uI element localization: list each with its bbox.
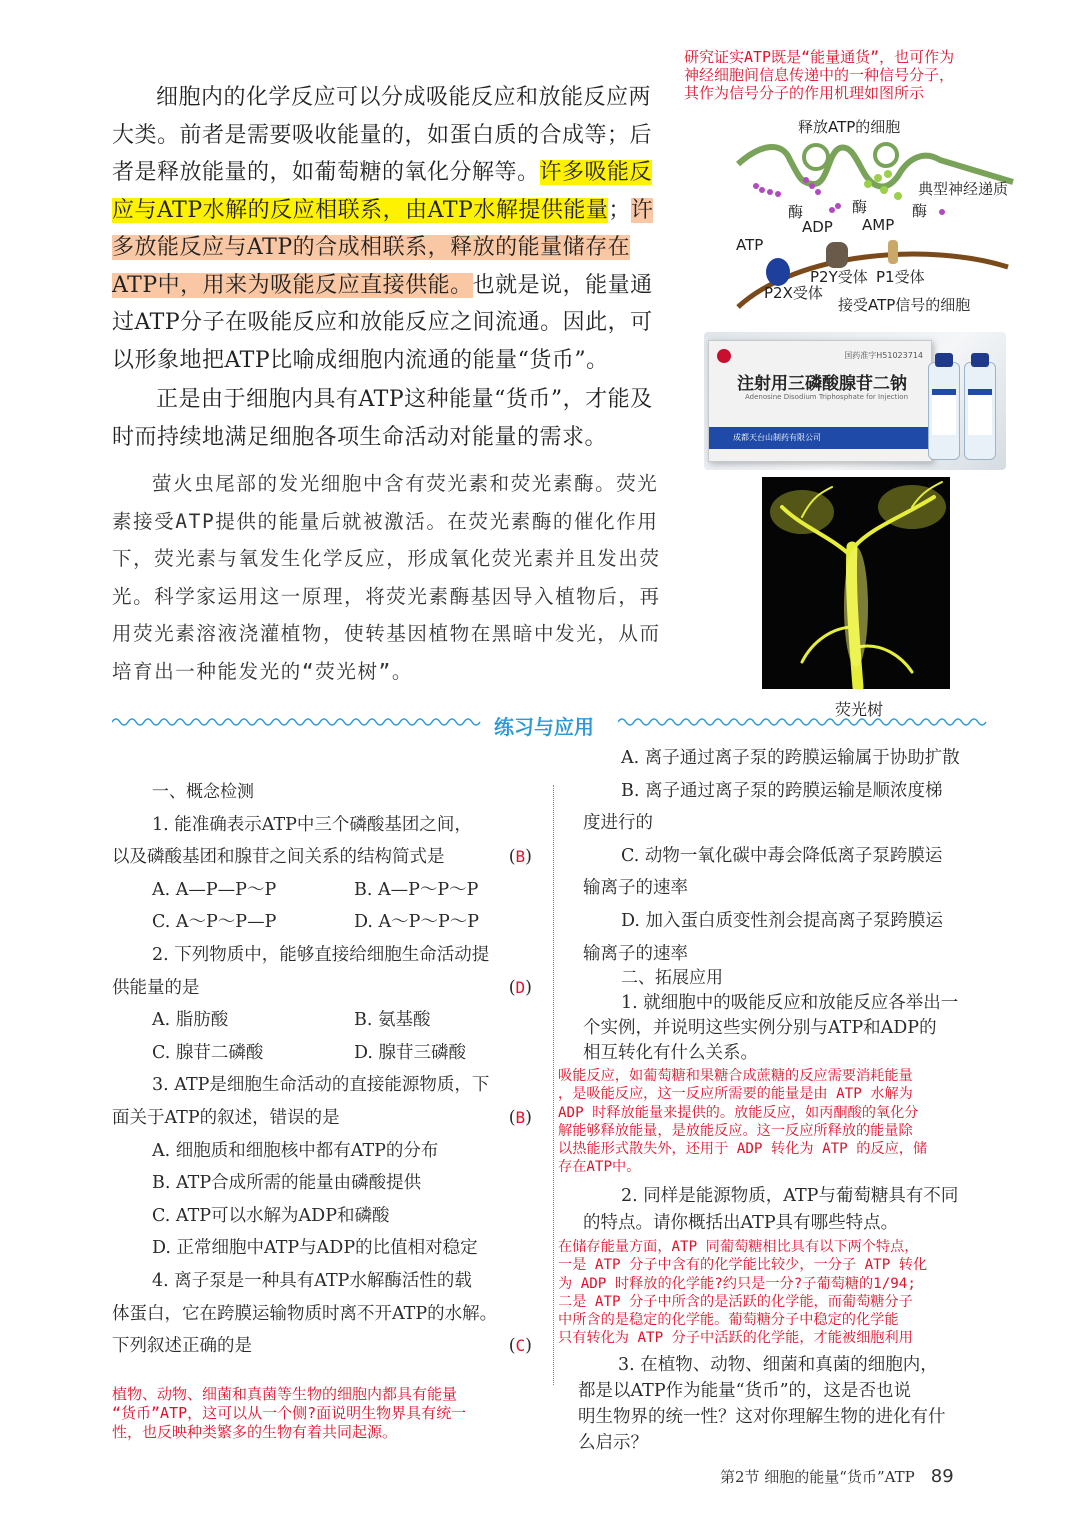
q4-line3 (112, 1330, 532, 1363)
fluorescent-tree-caption: 荧光树 (835, 700, 884, 719)
q4-option-d-cont: 输离子的速率 (583, 943, 688, 964)
note-line: 存在ATP中。 (558, 1159, 641, 1176)
note-line: 解能够释放能量，是放能反应。这一反应所释放的能量除 (558, 1122, 913, 1139)
q2-options-row (112, 1004, 532, 1037)
q3-stem: 面关于ATP的叙述，错误的是 (112, 1107, 340, 1128)
atp-label: ATP (736, 236, 764, 254)
firefly-paragraph: 萤火虫尾部的发光细胞中含有荧光素和荧光素酶。荧光素接受ATP提供的能量后就被激活。在荧光素酶的催化作用下，荧光素与氧发生化学反应，形成氧化荧光素并且发出荧光。科学家运用这一原理，将荧光素酶基因导入植物后，再用荧光素溶液浇灌植物，使转基因植物在黑暗中发光，从而培育出一种能发光的“荧光树”。 (112, 472, 661, 683)
answer-mark: C (515, 1336, 526, 1356)
q4-option-b-cont: 度进行的 (583, 813, 653, 834)
exercise-title: 练习与应用 (494, 715, 594, 739)
box-logo (717, 349, 731, 363)
p2x-receptor-shape (766, 258, 790, 286)
q4-option-c: C. 动物一氧化碳中毒会降低离子泵跨膜运 (621, 845, 943, 866)
q1-line2 (112, 841, 532, 874)
note-line: ，是吸能反应，这一反应所需要的能量是由 ATP 水解为 (558, 1086, 913, 1103)
e1-line: 相互转化有什么关系。 (583, 1043, 758, 1063)
approval-number: 国药准字H51023714 (844, 351, 923, 360)
q3-line2 (112, 1102, 532, 1135)
note-line: 为 ADP 时释放的化学能?约只是一分?子葡萄糖的1/94; (558, 1275, 916, 1292)
p2y-receptor-shape (826, 242, 848, 268)
q1-stem: 以及磷酸基团和腺苷之间关系的结构简式是 (112, 847, 445, 868)
q4-line2: 体蛋白，它在跨膜运输物质时离不开ATP的水解。 (112, 1303, 498, 1324)
e2-handwritten-answer (558, 1238, 1028, 1348)
answer-mark: B (515, 1107, 526, 1127)
note-line: 研究证实ATP既是“能量通货”，也可作为 (684, 48, 955, 66)
note-line: ADP 时释放能量来提供的。放能反应，如丙酮酸的氧化分 (558, 1104, 919, 1121)
box-subtitle: Adenosine Disodium Triphosphate for Injection (745, 393, 909, 401)
adp-label: ADP (802, 218, 833, 236)
e2-line: 2. 同样是能源物质，ATP与葡萄糖具有不同 (621, 1186, 959, 1206)
q2-line2 (112, 972, 532, 1005)
amp-label: AMP (862, 216, 895, 234)
q4-option-d: D. 加入蛋白质变性剂会提高离子泵跨膜运 (621, 910, 944, 931)
text-span: 细胞内的化学反应可以分成吸能反应和放能反应两大类。前者是需要吸收能量的，如蛋白质的合成等；后者是释放能量的，如葡萄糖的氧化分解等。 (112, 85, 653, 185)
top-handwritten-note (684, 48, 1054, 102)
neurotransmitter-label: 典型神经递质 (918, 180, 1009, 198)
q3-line1: 3. ATP是细胞生命活动的直接能源物质，下 (152, 1075, 490, 1096)
e1-handwritten-answer (558, 1067, 1028, 1177)
text-span: ； (608, 197, 631, 223)
option: B. ATP合成所需的能量由磷酸提供 (152, 1173, 422, 1194)
paragraph-2: 正是由于细胞内具有ATP这种能量“货币”，才能及时而持续地满足细胞各项生命活动对能量的需求。 (112, 387, 653, 450)
medicine-box (708, 340, 932, 462)
note-line: 其作为信号分子的作用机理如图所示 (684, 84, 925, 102)
note-line: 二是 ATP 分子中所含的是活跃的化学能，而葡萄糖分子 (558, 1293, 913, 1310)
highlight-orange: 许多放能反应与ATP的合成相联系，释放的能量储存在ATP中，用来为吸能反应直接供能。 (112, 197, 654, 298)
q1-answer: (B) (508, 847, 532, 868)
exercise-header-wave-left (112, 715, 484, 729)
bottom-handwritten-note (112, 1385, 552, 1442)
e2-line: 的特点。请你概括出ATP具有哪些特点。 (583, 1212, 899, 1233)
exercise-header-wave-right (618, 715, 992, 729)
option: B. 氨基酸 (354, 1010, 431, 1031)
note-line: 以热能形式散失外，还用于 ADP 转化为 ATP 的反应，储 (558, 1141, 928, 1158)
fluorescent-tree-photo (762, 477, 950, 689)
answer-mark: D (515, 977, 526, 997)
right-column (583, 742, 1003, 970)
note-line: 中所含的是稳定的化学能。葡萄糖分子中稳定的化学能 (558, 1312, 899, 1329)
q2-options-row (112, 1037, 532, 1070)
paragraph-1 (112, 79, 672, 379)
q4-option-b: B. 离子通过离子泵的跨膜运输是顺浓度梯 (621, 780, 943, 801)
note-line: “货币”ATP，这可以从一个侧?面说明生物界具有统一 (112, 1404, 467, 1422)
note-line: 性，也反映种类繁多的生物有着共同起源。 (112, 1423, 398, 1441)
option: C. 腺苷二磷酸 (152, 1042, 264, 1063)
option: A. 脂肪酸 (152, 1010, 229, 1031)
p2x-label: P2X受体 (764, 284, 823, 302)
enzyme-label-1: 酶 (788, 203, 804, 221)
vesicle-shape (875, 144, 897, 166)
e3-question (578, 1352, 998, 1456)
p1-label: P1受体 (876, 268, 925, 286)
e3-line: 么启示？ (578, 1433, 648, 1453)
left-column (112, 776, 532, 1363)
q4-option-a: A. 离子通过离子泵的跨膜运输属于协助扩散 (621, 748, 960, 768)
e1-line: 个实例，并说明这些实例分别与ATP和ADP的 (583, 1018, 937, 1038)
receiving-cell-label: 接受ATP信号的细胞 (838, 296, 971, 314)
note-line: 一是 ATP 分子中含有的化学能比较少，一分子 ATP 转化 (558, 1257, 928, 1274)
extension-section (583, 966, 1003, 1066)
note-line: 植物、动物、细菌和真菌等生物的细胞内都具有能量 (112, 1385, 458, 1403)
q2-line1: 2. 下列物质中，能够直接给细胞生命活动提 (152, 944, 490, 965)
q4-option-c-cont: 输离子的速率 (583, 878, 688, 899)
section-extension: 二、拓展应用 (621, 968, 723, 988)
option: C. A～P～P—P (152, 912, 277, 933)
option: D. 正常细胞中ATP与ADP的比值相对稳定 (152, 1238, 478, 1259)
e3-line: 明生物界的统一性？这对你理解生物的进化有什 (578, 1407, 946, 1427)
q1-options-row (112, 906, 532, 939)
q2-answer: (D) (508, 977, 532, 998)
e3-line: 都是以ATP作为能量“货币”的，这是否也说 (578, 1381, 912, 1401)
q1-options-row (112, 874, 532, 907)
vial-shape (928, 362, 960, 460)
answer-mark: B (515, 847, 526, 867)
q2-stem: 供能量的是 (112, 977, 200, 998)
e1-line: 1. 就细胞中的吸能反应和放能反应各举出一 (621, 993, 959, 1013)
vial-shape (964, 362, 996, 460)
medicine-photo (704, 332, 1006, 470)
option: D. A～P～P～P (354, 912, 479, 933)
option: A. 细胞质和细胞核中都有ATP的分布 (152, 1140, 439, 1161)
text-span: 也就是说，能量通过ATP分子在吸能反应和放能反应之间流通。因此，可以形象地把ATP比喻成细胞内流通的能量“货币”。 (112, 272, 653, 373)
box-title: 注射用三磷酸腺苷二钠 (737, 374, 907, 394)
note-line: 只有转化为 ATP 分子中活跃的化学能，才能被细胞利用 (558, 1330, 913, 1347)
q4-answer: (C) (508, 1336, 532, 1357)
section-concept-check: 一、概念检测 (152, 782, 254, 802)
q1-line1: 1. 能准确表示ATP中三个磷酸基团之间， (152, 814, 472, 835)
option: C. ATP可以水解为ADP和磷酸 (152, 1205, 390, 1226)
page-footer (720, 1466, 954, 1487)
q3-answer: (B) (508, 1107, 532, 1128)
box-band (709, 427, 931, 449)
note-line: 神经细胞间信息传递中的一种信号分子， (684, 66, 955, 84)
enzyme-label-2: 酶 (852, 198, 868, 216)
note-line: 吸能反应，如葡萄糖和果糖合成蔗糖的反应需要消耗能量 (558, 1068, 913, 1084)
manufacturer: 成都天台山制药有限公司 (733, 433, 821, 442)
vesicle-shape (804, 145, 828, 169)
highlight-yellow: 许多吸能反应与ATP水解的反应相联系，由ATP水解提供能量 (112, 160, 653, 223)
footer-section-title: 第2节 细胞的能量“货币”ATP (720, 1468, 915, 1486)
column-divider (553, 785, 554, 1385)
e3-line: 3. 在植物、动物、细菌和真菌的细胞内， (618, 1355, 938, 1375)
note-line: 在储存能量方面，ATP 同葡萄糖相比具有以下两个特点， (558, 1239, 919, 1255)
p2y-label: P2Y受体 (810, 268, 868, 286)
q4-stem: 下列叙述正确的是 (112, 1336, 252, 1357)
option: B. A—P～P～P (354, 879, 479, 900)
e2-question (583, 1180, 1003, 1239)
p1-receptor-shape (888, 240, 898, 264)
option: A. A—P—P～P (152, 879, 277, 900)
q4-line1: 4. 离子泵是一种具有ATP水解酶活性的载 (152, 1270, 472, 1291)
atp-signal-diagram (728, 112, 1018, 322)
enzyme-label-3: 酶 (912, 202, 928, 220)
release-cell-label: 释放ATP的细胞 (798, 118, 901, 136)
main-text (112, 79, 672, 456)
page-number: 89 (930, 1466, 954, 1487)
option: D. 腺苷三磷酸 (354, 1042, 467, 1063)
